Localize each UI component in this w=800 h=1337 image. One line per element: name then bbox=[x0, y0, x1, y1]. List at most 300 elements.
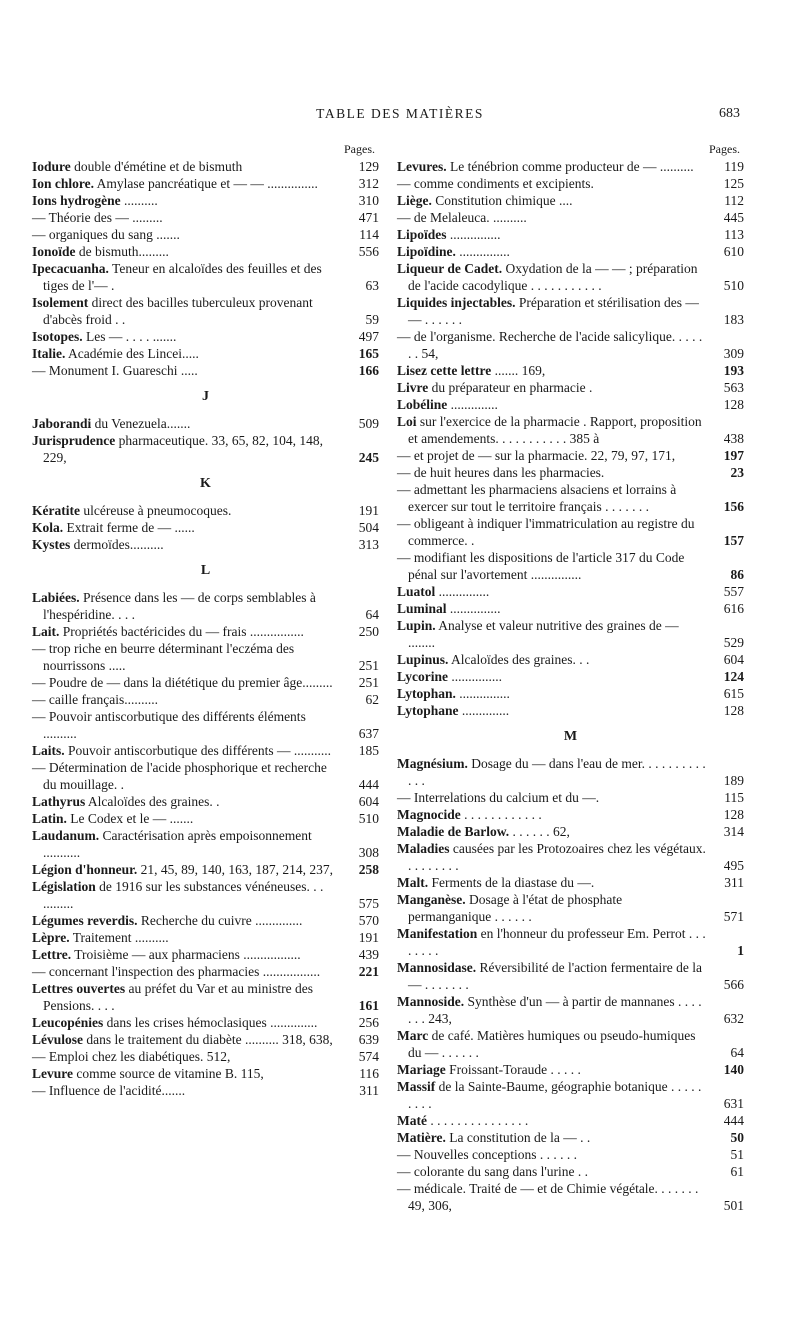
index-entry bbox=[32, 432, 379, 466]
entry-text bbox=[397, 176, 594, 191]
entry-text bbox=[397, 414, 702, 446]
index-entry bbox=[32, 929, 379, 946]
index-column-left bbox=[32, 141, 379, 1099]
index-entry bbox=[32, 810, 379, 827]
entry-text bbox=[32, 193, 158, 208]
entry-page-number: 129 bbox=[358, 159, 379, 174]
entry-page-number: 604 bbox=[723, 652, 744, 667]
entry-text bbox=[397, 363, 545, 378]
entry-text bbox=[397, 329, 702, 361]
entry-description: du préparateur en pharmacie . bbox=[428, 380, 593, 395]
entry-text bbox=[32, 641, 294, 673]
entry-page-number: 311 bbox=[724, 875, 744, 890]
entry-headword: Lobéline bbox=[397, 397, 448, 412]
entry-text bbox=[32, 675, 333, 690]
entry-page-number: 439 bbox=[358, 947, 379, 962]
entry-text bbox=[397, 448, 675, 463]
entry-description: — trop riche en beurre déterminant l'eczéma des nourrissons ..... bbox=[32, 641, 295, 673]
index-entry bbox=[397, 874, 744, 891]
entry-page-number: 258 bbox=[358, 862, 379, 877]
entry-text bbox=[32, 295, 313, 327]
entry-headword: Lettres ouvertes bbox=[32, 981, 126, 996]
entry-description: — caille français.......... bbox=[32, 692, 158, 707]
entry-page-number: 438 bbox=[723, 431, 744, 446]
entry-headword: Lettre. bbox=[32, 947, 72, 962]
entry-text bbox=[32, 1066, 264, 1081]
entry-description: — concernant l'inspection des pharmacies ................. bbox=[32, 964, 321, 979]
entry-description: La constitution de la — . . bbox=[445, 1130, 591, 1145]
entry-headword: Kola. bbox=[32, 520, 64, 535]
index-entry bbox=[397, 243, 744, 260]
entry-page-number: 631 bbox=[723, 1096, 744, 1111]
index-entry bbox=[32, 759, 379, 793]
entry-page-number: 563 bbox=[723, 380, 744, 395]
index-entry bbox=[397, 1163, 744, 1180]
index-entry bbox=[32, 623, 379, 640]
entry-description: — Pouvoir antiscorbutique des différents éléments .......... bbox=[32, 709, 306, 741]
index-entry bbox=[397, 840, 744, 874]
index-column-right bbox=[397, 141, 744, 1214]
entry-headword: Leucopénies bbox=[32, 1015, 104, 1030]
entry-page-number: 140 bbox=[723, 1062, 744, 1077]
entry-headword: Levure bbox=[32, 1066, 73, 1081]
entry-page-number: 157 bbox=[723, 533, 744, 548]
entry-page-number: 64 bbox=[730, 1045, 744, 1060]
entry-page-number: 183 bbox=[723, 312, 744, 327]
entry-text bbox=[32, 537, 164, 552]
entry-headword: Lipoïdine. bbox=[397, 244, 456, 259]
entry-description: Alcaloïdes des graines. . bbox=[85, 794, 220, 809]
entry-text bbox=[32, 1015, 317, 1030]
entry-page-number: 445 bbox=[723, 210, 744, 225]
entry-page-number: 113 bbox=[724, 227, 744, 242]
entry-description: Alcaloïdes des graines. . . bbox=[448, 652, 590, 667]
entry-headword: Lévulose bbox=[32, 1032, 84, 1047]
index-entry bbox=[397, 1027, 744, 1061]
entry-page-number: 197 bbox=[723, 448, 744, 463]
entry-page-number: 575 bbox=[358, 896, 379, 911]
entry-description: ............... bbox=[448, 669, 502, 684]
index-entry bbox=[32, 243, 379, 260]
entry-headword: Lytophane bbox=[397, 703, 459, 718]
entry-description: — médicale. Traité de — et de Chimie végétale. . . . . . . 49, 306, bbox=[397, 1181, 699, 1213]
index-entry bbox=[32, 362, 379, 379]
index-entry bbox=[397, 396, 744, 413]
index-entry bbox=[32, 861, 379, 878]
entry-text bbox=[397, 618, 679, 650]
entry-description: .............. bbox=[458, 703, 510, 718]
entry-text bbox=[32, 590, 316, 622]
index-entry bbox=[397, 549, 744, 583]
entry-text bbox=[32, 862, 333, 877]
entry-page-number: 166 bbox=[358, 363, 379, 378]
section-letter: J bbox=[202, 389, 209, 404]
entry-page-number: 311 bbox=[359, 1083, 379, 1098]
index-entry bbox=[32, 1082, 379, 1099]
entry-description: — Poudre de — dans la diététique du premier âge......... bbox=[32, 675, 333, 690]
index-entry bbox=[397, 379, 744, 396]
index-entry bbox=[397, 583, 744, 600]
entry-headword: Lipoïdes bbox=[397, 227, 447, 242]
entry-headword: Ipecacuanha. bbox=[32, 261, 109, 276]
index-entry bbox=[397, 158, 744, 175]
entry-headword: Législation bbox=[32, 879, 96, 894]
index-entry bbox=[397, 600, 744, 617]
entry-text bbox=[32, 363, 198, 378]
entry-headword: Lèpre. bbox=[32, 930, 70, 945]
entry-headword: Magnocide bbox=[397, 807, 461, 822]
entry-text bbox=[32, 1032, 333, 1047]
index-entry bbox=[397, 668, 744, 685]
entry-text bbox=[397, 1079, 701, 1111]
entry-text bbox=[397, 756, 706, 788]
running-title: TABLE DES MATIÈRES bbox=[316, 106, 484, 121]
entry-page-number: 556 bbox=[358, 244, 379, 259]
entry-headword: Manifestation bbox=[397, 926, 478, 941]
entry-headword: Livre bbox=[397, 380, 429, 395]
entry-page-number: 308 bbox=[358, 845, 379, 860]
entry-description: de 1916 sur les substances vénéneuses. . . ......... bbox=[43, 879, 324, 911]
entry-headword: Lupin. bbox=[397, 618, 436, 633]
index-entry bbox=[397, 328, 744, 362]
entry-page-number: 566 bbox=[723, 977, 744, 992]
entry-page-number: 610 bbox=[723, 244, 744, 259]
index-entry bbox=[32, 209, 379, 226]
entry-text bbox=[397, 994, 702, 1026]
entry-description: double d'émétine et de bismuth bbox=[70, 159, 243, 174]
entry-text bbox=[397, 244, 510, 259]
entry-headword: Lait. bbox=[32, 624, 60, 639]
index-entry bbox=[32, 175, 379, 192]
pages-label: Pages. bbox=[344, 142, 375, 156]
entry-description: Froissant-Toraude . . . . . bbox=[445, 1062, 581, 1077]
entry-description: — et projet de — sur la pharmacie. 22, 79, 97, 171, bbox=[397, 448, 676, 463]
entry-description: Extrait ferme de — ...... bbox=[63, 520, 195, 535]
entry-headword: Massif bbox=[397, 1079, 436, 1094]
index-entry bbox=[397, 789, 744, 806]
entry-text bbox=[32, 159, 242, 174]
entry-headword: Latin. bbox=[32, 811, 67, 826]
entry-page-number: 1 bbox=[737, 943, 744, 958]
entry-description: . . . . . . . . . . . . . . . bbox=[426, 1113, 529, 1128]
entry-text bbox=[397, 652, 589, 667]
entry-page-number: 63 bbox=[365, 278, 379, 293]
entry-description: Traitement .......... bbox=[69, 930, 169, 945]
entry-page-number: 444 bbox=[723, 1113, 744, 1128]
entry-page-number: 119 bbox=[724, 159, 744, 174]
entry-headword: Luminal bbox=[397, 601, 447, 616]
index-entry bbox=[32, 158, 379, 175]
entry-page-number: 64 bbox=[365, 607, 379, 622]
entry-headword: Maladie de Barlow. bbox=[397, 824, 510, 839]
entry-description: — de Melaleuca. .......... bbox=[397, 210, 527, 225]
index-entry bbox=[32, 345, 379, 362]
entry-text bbox=[397, 380, 592, 395]
entry-page-number: 191 bbox=[358, 930, 379, 945]
entry-description: . . . . . . . . . . . . bbox=[460, 807, 542, 822]
entry-text bbox=[397, 926, 706, 958]
entry-page-number: 444 bbox=[358, 777, 379, 792]
entry-page-number: 250 bbox=[358, 624, 379, 639]
entry-description: Pouvoir antiscorbutique des différents — ........... bbox=[64, 743, 331, 758]
entry-text bbox=[397, 1164, 588, 1179]
entry-description: Troisième — aux pharmaciens ................. bbox=[71, 947, 301, 962]
index-entry bbox=[32, 536, 379, 553]
entry-text bbox=[397, 550, 684, 582]
entry-page-number: 309 bbox=[723, 346, 744, 361]
entry-description: — Interrelations du calcium et du —. bbox=[397, 790, 600, 805]
entry-description: ............... bbox=[435, 584, 490, 599]
entry-page-number: 251 bbox=[358, 658, 379, 673]
index-entry bbox=[397, 702, 744, 719]
entry-description: Teneur en alcaloïdes des feuilles et des tiges de l'— . bbox=[43, 261, 322, 293]
entry-text bbox=[397, 601, 501, 616]
index-entry bbox=[32, 415, 379, 432]
entry-text bbox=[32, 743, 331, 758]
entry-description: dans les crises hémoclasiques .............. bbox=[103, 1015, 318, 1030]
right-entries bbox=[397, 158, 744, 1214]
entry-text bbox=[397, 482, 676, 514]
entry-description: Académie des Lincei..... bbox=[65, 346, 199, 361]
index-entry bbox=[32, 1048, 379, 1065]
entry-headword: Mannosidase. bbox=[397, 960, 477, 975]
entry-headword: Manganèse. bbox=[397, 892, 466, 907]
entry-headword: Liquides injectables. bbox=[397, 295, 516, 310]
entry-page-number: 86 bbox=[730, 567, 744, 582]
index-entry bbox=[397, 1078, 744, 1112]
entry-description: direct des bacilles tuberculeux provenant d'abcès froid . . bbox=[43, 295, 313, 327]
entry-text bbox=[397, 807, 542, 822]
entry-headword: Légion d'honneur. bbox=[32, 862, 138, 877]
index-entry bbox=[32, 589, 379, 623]
entry-description: pharmaceutique. 33, 65, 82, 104, 148, 229, bbox=[43, 433, 323, 465]
entry-page-number: 61 bbox=[730, 1164, 744, 1179]
entry-page-number: 51 bbox=[730, 1147, 744, 1162]
entry-text bbox=[32, 964, 320, 979]
entry-page-number: 574 bbox=[358, 1049, 379, 1064]
entry-text bbox=[32, 760, 327, 792]
entry-headword: Jurisprudence bbox=[32, 433, 116, 448]
entry-description: dermoïdes.......... bbox=[70, 537, 164, 552]
section-letter: L bbox=[200, 563, 211, 578]
index-entry bbox=[397, 226, 744, 243]
entry-description: de bismuth......... bbox=[75, 244, 169, 259]
entry-page-number: 128 bbox=[723, 807, 744, 822]
entry-headword: Loi bbox=[397, 414, 417, 429]
index-entry bbox=[397, 959, 744, 993]
entry-headword: Iodure bbox=[32, 159, 71, 174]
entry-text bbox=[32, 811, 193, 826]
entry-text bbox=[32, 947, 301, 962]
entry-page-number: 114 bbox=[359, 227, 379, 242]
entry-text bbox=[397, 1062, 581, 1077]
index-entry bbox=[32, 519, 379, 536]
entry-description: .............. bbox=[447, 397, 498, 412]
entry-description: ....... 169, bbox=[491, 363, 546, 378]
entry-text bbox=[397, 686, 510, 701]
entry-text bbox=[32, 692, 158, 707]
index-entry bbox=[397, 447, 744, 464]
entry-page-number: 23 bbox=[730, 465, 744, 480]
index-entry bbox=[397, 1129, 744, 1146]
entry-text bbox=[397, 397, 498, 412]
pages-label: Pages. bbox=[709, 142, 740, 156]
index-entry bbox=[397, 362, 744, 379]
index-entry bbox=[32, 878, 379, 912]
entry-text bbox=[397, 790, 599, 805]
entry-page-number: 471 bbox=[358, 210, 379, 225]
entry-description: — de l'organisme. Recherche de l'acide salicylique. . . . . . . 54, bbox=[397, 329, 703, 361]
index-entry bbox=[397, 1112, 744, 1129]
index-entry bbox=[397, 515, 744, 549]
entry-headword: Lycorine bbox=[397, 669, 448, 684]
entry-text bbox=[32, 503, 231, 518]
page-number: 683 bbox=[719, 106, 740, 121]
entry-text bbox=[397, 465, 604, 480]
entry-description: Les — . . . . ....... bbox=[82, 329, 177, 344]
entry-text bbox=[397, 227, 501, 242]
entry-page-number: 557 bbox=[723, 584, 744, 599]
entry-page-number: 639 bbox=[358, 1032, 379, 1047]
entry-headword: Lathyrus bbox=[32, 794, 86, 809]
index-entry bbox=[397, 806, 744, 823]
entry-description: Amylase pancréatique et — — ............... bbox=[94, 176, 318, 191]
entry-text bbox=[397, 841, 706, 873]
entry-page-number: 62 bbox=[365, 692, 379, 707]
index-entry bbox=[397, 891, 744, 925]
entry-description: — colorante du sang dans l'urine . . bbox=[397, 1164, 589, 1179]
entry-description: ulcéreuse à pneumocoques. bbox=[79, 503, 232, 518]
entry-text bbox=[32, 794, 219, 809]
entry-description: Ferments de la diastase du —. bbox=[428, 875, 595, 890]
entry-description: Propriétés bactéricides du — frais ................ bbox=[59, 624, 304, 639]
entry-page-number: 314 bbox=[723, 824, 744, 839]
entry-text bbox=[32, 624, 304, 639]
index-entry bbox=[397, 1146, 744, 1163]
entry-page-number: 637 bbox=[358, 726, 379, 741]
entry-page-number: 191 bbox=[358, 503, 379, 518]
entry-description: 21, 45, 89, 140, 163, 187, 214, 237, bbox=[137, 862, 334, 877]
section-letter: M bbox=[563, 729, 578, 744]
entry-description: Présence dans les — de corps semblables à l'hespéridine. . . . bbox=[43, 590, 316, 622]
index-entry bbox=[397, 651, 744, 668]
entry-text bbox=[397, 1130, 590, 1145]
index-entry bbox=[397, 993, 744, 1027]
entry-text bbox=[32, 520, 195, 535]
entry-text bbox=[397, 159, 694, 174]
page-header bbox=[30, 106, 770, 128]
entry-description: Constitution chimique .... bbox=[431, 193, 573, 208]
entry-page-number: 256 bbox=[358, 1015, 379, 1030]
entry-text bbox=[32, 416, 190, 431]
entry-text bbox=[397, 261, 697, 293]
entry-page-number: 245 bbox=[358, 450, 379, 465]
entry-text bbox=[397, 824, 570, 839]
entry-page-number: 50 bbox=[730, 1130, 744, 1145]
entry-headword: Lupinus. bbox=[397, 652, 449, 667]
entry-headword: Ionoïde bbox=[32, 244, 76, 259]
entry-text bbox=[397, 1028, 696, 1060]
entry-description: ............... bbox=[455, 686, 510, 701]
entry-text bbox=[397, 703, 509, 718]
entry-text bbox=[32, 828, 312, 860]
entry-headword: Lisez cette lettre bbox=[397, 363, 492, 378]
entry-description: Analyse et valeur nutritive des graines de — ........ bbox=[408, 618, 679, 650]
index-entry bbox=[32, 1031, 379, 1048]
index-entry bbox=[397, 260, 744, 294]
entry-text bbox=[397, 210, 527, 225]
entry-page-number: 59 bbox=[365, 312, 379, 327]
index-entry bbox=[32, 226, 379, 243]
entry-description: — Influence de l'acidité....... bbox=[32, 1083, 186, 1098]
entry-text bbox=[397, 1181, 698, 1213]
index-entry bbox=[32, 1014, 379, 1031]
entry-page-number: 510 bbox=[723, 278, 744, 293]
entry-description: Dosage du — dans l'eau de mer. . . . . . . . . . . . . bbox=[408, 756, 706, 788]
index-entry bbox=[32, 640, 379, 674]
entry-page-number: 156 bbox=[723, 499, 744, 514]
index-entry bbox=[32, 912, 379, 929]
entry-text bbox=[32, 981, 313, 1013]
entry-text bbox=[32, 930, 169, 945]
entry-text bbox=[32, 1083, 185, 1098]
index-entry bbox=[32, 980, 379, 1014]
entry-text bbox=[32, 879, 323, 911]
entry-text bbox=[32, 210, 163, 225]
index-entry bbox=[32, 260, 379, 294]
entry-headword: Maté bbox=[397, 1113, 427, 1128]
entry-headword: Liqueur de Cadet. bbox=[397, 261, 503, 276]
entry-headword: Lytophan. bbox=[397, 686, 456, 701]
entry-description: du Venezuela....... bbox=[91, 416, 191, 431]
entry-page-number: 529 bbox=[723, 635, 744, 650]
index-entry bbox=[32, 708, 379, 742]
entry-text bbox=[397, 584, 489, 599]
index-entry bbox=[397, 685, 744, 702]
index-entry bbox=[397, 1061, 744, 1078]
entry-description: — Monument I. Guareschi ..... bbox=[32, 363, 198, 378]
entry-page-number: 571 bbox=[723, 909, 744, 924]
entry-page-number: 128 bbox=[723, 397, 744, 412]
entry-page-number: 313 bbox=[358, 537, 379, 552]
entry-page-number: 221 bbox=[358, 964, 379, 979]
entry-page-number: 124 bbox=[723, 669, 744, 684]
entry-text bbox=[397, 193, 573, 208]
entry-headword: Mannoside. bbox=[397, 994, 465, 1009]
index-entry bbox=[32, 827, 379, 861]
entry-page-number: 604 bbox=[358, 794, 379, 809]
entry-description: — modifiant les dispositions de l'article 317 du Code pénal sur l'avortement ............... bbox=[397, 550, 685, 582]
entry-description: ............... bbox=[446, 227, 501, 242]
entry-headword: Liège. bbox=[397, 193, 432, 208]
entry-headword: Magnésium. bbox=[397, 756, 468, 771]
index-entry bbox=[397, 294, 744, 328]
entry-text bbox=[32, 244, 169, 259]
entry-headword: Ion chlore. bbox=[32, 176, 95, 191]
entry-text bbox=[32, 1049, 230, 1064]
entry-description: . . . . . . 62, bbox=[509, 824, 570, 839]
entry-headword: Mariage bbox=[397, 1062, 446, 1077]
index-entry bbox=[397, 925, 744, 959]
index-entry bbox=[397, 481, 744, 515]
entry-text bbox=[397, 669, 502, 684]
entry-description: de café. Matières humiques ou pseudo-humiques du — . . . . . . bbox=[408, 1028, 696, 1060]
entry-page-number: 501 bbox=[723, 1198, 744, 1213]
entry-headword: Kératite bbox=[32, 503, 80, 518]
entry-text bbox=[32, 913, 302, 928]
entry-description: Réversibilité de l'action fermentaire de la — . . . . . . . bbox=[408, 960, 702, 992]
entry-description: Synthèse d'un — à partir de mannanes . . . . . . . 243, bbox=[408, 994, 702, 1026]
